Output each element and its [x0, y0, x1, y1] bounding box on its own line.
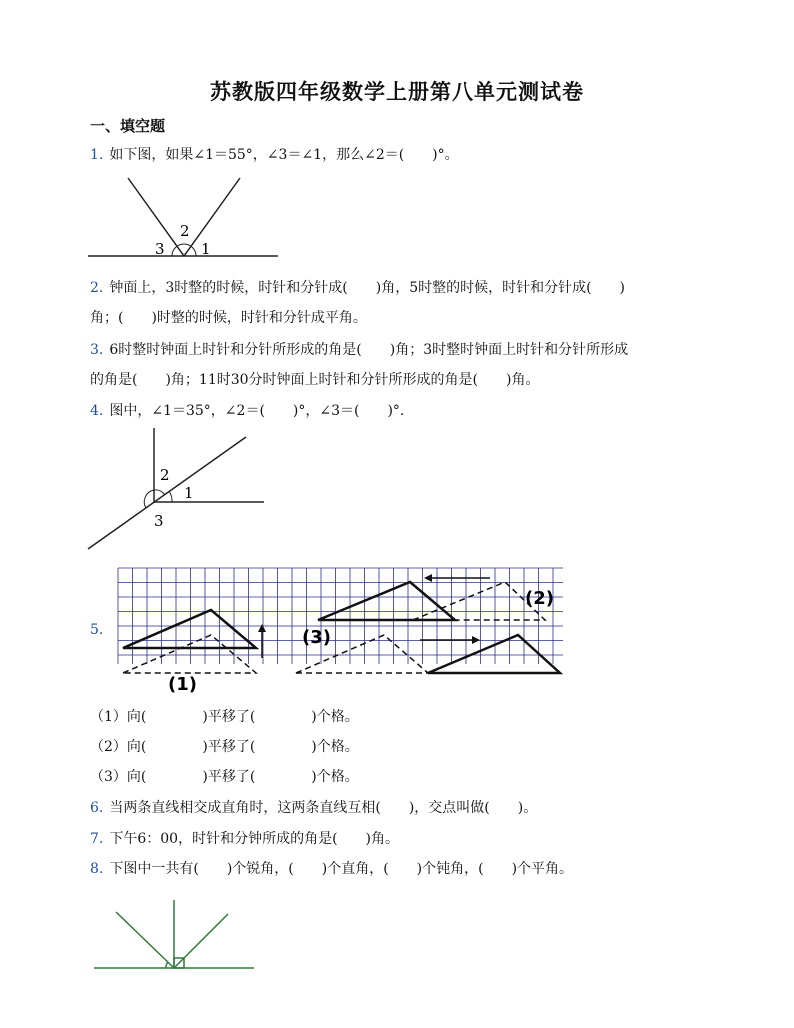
- question-text: 如下图，如果∠1＝55°，∠3＝∠1，那么∠2＝( )°。: [109, 147, 459, 163]
- question-4: [90, 401, 404, 421]
- angle-figure-1: [88, 174, 288, 264]
- figure-label-2: (2): [525, 588, 554, 609]
- question-text: 图中，∠1＝35°，∠2＝( )°，∠3＝( )°.: [109, 403, 405, 419]
- grid-lines: [118, 568, 563, 664]
- question-number: 4.: [90, 403, 104, 419]
- question-number: 3.: [90, 342, 104, 358]
- angle-figure-8: [94, 900, 264, 975]
- question-1: [90, 145, 459, 165]
- question-5-sub-3: （3）向( )平移了( )个格。: [90, 769, 359, 785]
- angle-label-2: 2: [160, 466, 170, 484]
- section-heading: 一、填空题: [90, 117, 166, 135]
- question-text-line-1: 6时整时钟面上时针和分针所形成的角是( )角；3时整时钟面上时针和分针所形成: [109, 342, 629, 358]
- question-2: [90, 278, 625, 298]
- angle-label-3: 3: [154, 512, 164, 530]
- angle-figure-4: [88, 428, 278, 553]
- question-3: [90, 340, 628, 360]
- figure-label-1: (1): [168, 674, 197, 695]
- question-text-line-1: 钟面上，3时整的时候，时针和分针成( )角，5时整的时候，时针和分针成( ): [109, 280, 626, 296]
- angle-label-2: 2: [180, 222, 190, 240]
- question-text: 当两条直线相交成直角时，这两条直线互相( )，交点叫做( )。: [109, 800, 538, 816]
- page-title: 苏教版四年级数学上册第八单元测试卷: [210, 79, 584, 104]
- question-number: 1.: [90, 147, 104, 163]
- question-number: 8.: [90, 861, 104, 877]
- translation-grid-figure: [118, 568, 568, 693]
- figure-label-3: (3): [302, 627, 331, 648]
- question-text-line-2: 的角是( )角；11时30分时钟面上时针和分针所形成的角是( )角。: [90, 372, 540, 388]
- question-7: [90, 829, 399, 849]
- angle-label-3: 3: [155, 240, 165, 258]
- question-5-sub-2: （2）向( )平移了( )个格。: [90, 739, 359, 755]
- question-6: [90, 798, 537, 818]
- question-number: 6.: [90, 800, 104, 816]
- question-5-sub-1: （1）向( )平移了( )个格。: [90, 709, 359, 725]
- question-number: 5.: [90, 622, 104, 638]
- question-text-line-2: 角；( )时整的时候，时针和分针成平角。: [90, 310, 367, 326]
- question-number: 2.: [90, 280, 104, 296]
- question-8: [90, 859, 573, 879]
- question-text: 下图中一共有( )个锐角，( )个直角，( )个钝角，( )个平角。: [109, 861, 574, 877]
- question-text: 下午6：00，时针和分钟所成的角是( )角。: [109, 831, 400, 847]
- angle-label-1: 1: [184, 484, 194, 502]
- question-number: 7.: [90, 831, 104, 847]
- question-5: [90, 620, 109, 640]
- angle-label-1: 1: [201, 240, 211, 258]
